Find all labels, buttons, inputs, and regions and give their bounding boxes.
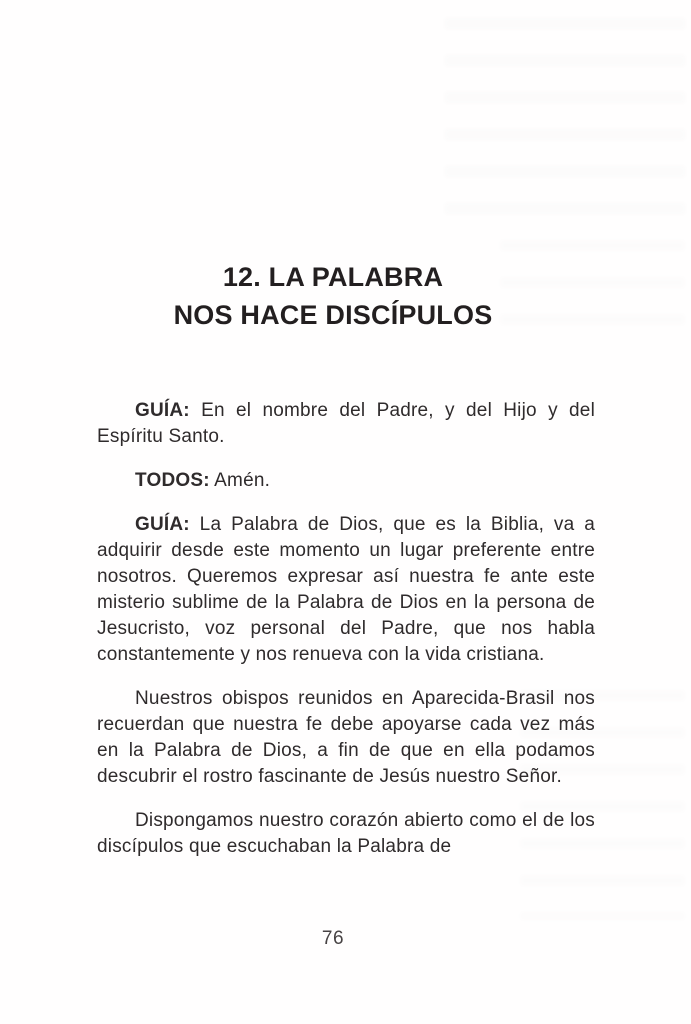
page-number: 76 bbox=[321, 928, 345, 949]
paragraph-guia-1 bbox=[97, 398, 595, 450]
paragraph-text: La Palabra de Dios, que es la Biblia, va a adquirir desde este momento un lugar preferente entre nosotros. Queremos expresar así nuestra fe ante este misterio sublime de la Palabra de Dios en la persona de Jesucristo, voz personal del Padre, que nos habla constantemente y nos renueva con la vida cristiana. bbox=[97, 514, 595, 665]
paragraph-todos bbox=[97, 468, 595, 494]
speaker-label: TODOS: bbox=[135, 470, 210, 491]
paragraph-guia-2 bbox=[97, 512, 595, 668]
chapter-title-line-2: NOS HACE DISCÍPULOS bbox=[173, 300, 493, 331]
paragraph-text: En el nombre del Padre, y del Hijo y del Espíritu Santo. bbox=[97, 400, 595, 447]
speaker-label: GUÍA: bbox=[135, 514, 190, 535]
paragraph-text: Amén. bbox=[209, 470, 271, 491]
paragraph-obispos bbox=[97, 686, 595, 790]
chapter-title bbox=[84, 258, 582, 334]
speaker-label: GUÍA: bbox=[135, 400, 190, 421]
reverse-page-showthrough bbox=[445, 18, 685, 228]
paragraph-text: Dispongamos nuestro corazón abierto como el de los discípulos que escuchaban la Palabra de bbox=[97, 810, 595, 857]
chapter-title-line-1: 12. LA PALABRA bbox=[222, 262, 444, 293]
paragraph-dispongamos bbox=[97, 808, 595, 860]
body-text bbox=[97, 398, 595, 878]
paragraph-text: Nuestros obispos reunidos en Aparecida-Brasil nos recuerdan que nuestra fe debe apoyarse cada vez más en la Palabra de Dios, a fin de que en ella podamos descubrir el rostro fascinante de Jesús nuestro Señor. bbox=[97, 688, 595, 787]
